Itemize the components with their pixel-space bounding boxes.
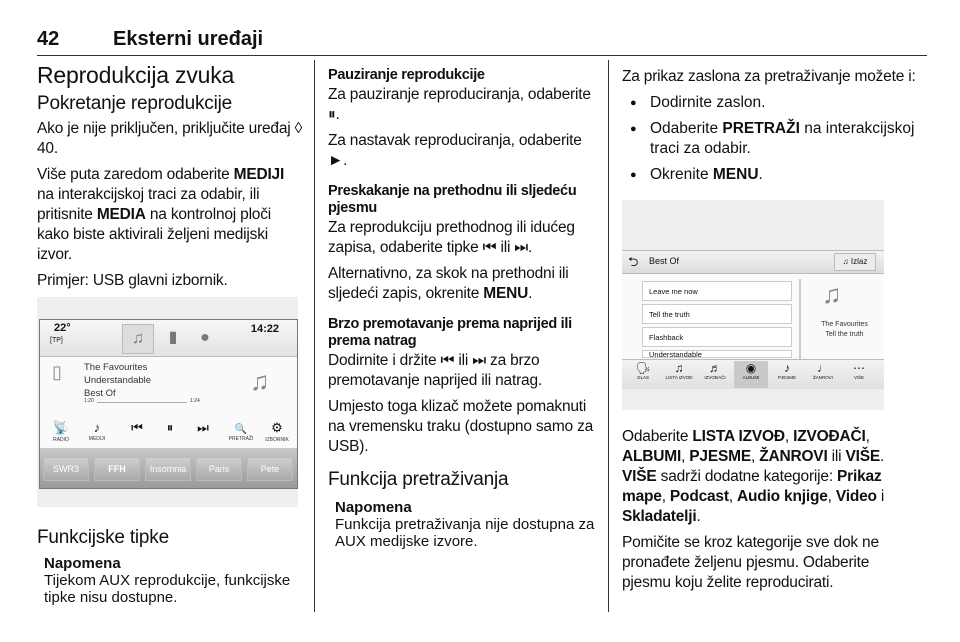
search-screen	[622, 250, 884, 388]
track-title: Understandable	[84, 375, 152, 386]
station-button[interactable]: FFH	[94, 457, 140, 481]
search-screen-screenshot	[622, 200, 884, 410]
paragraph-categories: Odaberite LISTA IZVOĐ, IZVOĐAČI, ALBUMI, PJESME, ŽANROVI ili VIŠE. VIŠE sadrži dodatne kategorije: Prikaz mape, Podcast, Audio knjige, Video i Skladatelji.	[622, 428, 885, 525]
progress-slider[interactable]	[97, 402, 187, 403]
album-cover-icon: ♫	[250, 366, 270, 396]
caption-track: Tell the truth	[825, 331, 864, 338]
column-1	[37, 62, 303, 297]
status-bar	[40, 320, 297, 357]
heading-pause: Pauziranje reprodukcije	[328, 67, 485, 83]
list-item: ● Okrenite MENU.	[622, 165, 922, 185]
menu-button[interactable]: ⚙ IZBORNIK	[265, 420, 289, 443]
usb-main-menu-screenshot	[37, 297, 298, 507]
note-search-aux: Napomena Funkcija pretraživanja nije dostupna za AUX medijske izvore.	[335, 499, 595, 550]
station-button[interactable]: Paris	[196, 457, 242, 481]
paragraph-slider: Umjesto toga klizač možete pomaknuti na vremensku traku (dostupno samo za USB).	[328, 398, 594, 455]
back-icon[interactable]: ⮌	[628, 254, 639, 269]
list-item: ● Dodirnite zaslon.	[622, 93, 922, 113]
caption-artist: The Favourites	[821, 321, 868, 328]
next-icon: ⏭	[197, 420, 209, 435]
genres-icon: ♩	[817, 361, 829, 375]
chapter-title: Eksterni uređaji	[113, 28, 264, 50]
page-header	[37, 28, 927, 52]
exit-button[interactable]: ♫ Izlaz	[834, 253, 876, 271]
section-title: Reprodukcija zvuka	[37, 62, 235, 88]
voice-button[interactable]: 🗣 GLAS	[635, 361, 651, 380]
paragraph-skip: Za reprodukciju prethodnog ili idućeg zapisa, odaberite tipke ⏮ ili ⏭.	[328, 219, 575, 256]
playlist-icon: ♫	[674, 361, 684, 375]
previous-icon: ⏮	[131, 420, 143, 435]
list-item[interactable]: Flashback	[642, 327, 792, 347]
category-bar	[622, 359, 884, 389]
tp-indicator: [TP]	[50, 337, 63, 344]
list-item[interactable]: Leave me now	[642, 281, 792, 301]
header-rule	[37, 55, 927, 56]
elapsed-time: 1:20	[84, 398, 94, 404]
artists-icon: ♬	[709, 361, 721, 375]
voice-icon: 🗣	[635, 361, 651, 375]
paragraph-seek: Dodirnite i držite ⏮ ili ⏭ za brzo premotavanje naprijed ili natrag.	[328, 352, 542, 389]
paragraph-search-intro: Za prikaz zaslona za pretraživanje možete i:	[622, 68, 916, 85]
paragraph-skip-alt: Alternativno, za skok na prethodni ili sljedeći zapis, okrenite MENU.	[328, 265, 569, 302]
subsection-start-playback: Pokretanje reprodukcije	[37, 93, 233, 114]
playlist-button[interactable]: ♫ LISTA IZVOĐ	[665, 361, 693, 380]
column-1-bottom	[37, 527, 303, 606]
heading-seek: Brzo premotavanje prema naprijed ili prema natrag	[328, 316, 572, 349]
infotainment-screen	[39, 319, 298, 489]
media-note-icon: ♪	[93, 420, 101, 435]
column-3	[622, 67, 922, 191]
search-title-bar	[622, 251, 884, 274]
music-tab-icon[interactable]: ♫	[122, 324, 154, 354]
page-number: 42	[37, 28, 60, 50]
album-cover-icon: ♫	[822, 279, 842, 309]
paragraph-resume: Za nastavak reproduciranja, odaberite ►.	[328, 132, 582, 169]
temperature: 22°	[54, 322, 71, 334]
radio-icon: 📡	[52, 420, 70, 435]
radio-button[interactable]: 📡 RADIO	[52, 420, 70, 443]
station-button[interactable]: Pete	[247, 457, 293, 481]
search-icon: 🔍	[234, 424, 248, 435]
column-3-bottom	[622, 427, 922, 599]
track-artist: The Favourites	[84, 362, 148, 373]
menu-icon: ⚙	[271, 420, 283, 435]
more-icon: ⋯	[853, 361, 865, 375]
list-item[interactable]: Understandable	[642, 350, 792, 358]
track-album: Best Of	[84, 388, 116, 399]
previous-button[interactable]	[122, 420, 152, 436]
heading-skip: Preskakanje na prethodnu ili sljedeću pjesmu	[328, 183, 577, 216]
info-tab-icon[interactable]: ●	[200, 329, 210, 346]
control-bar	[40, 420, 297, 446]
albums-button[interactable]: ◉ ALBUMI	[734, 361, 768, 388]
songs-icon: ♪	[784, 361, 790, 375]
subsection-function-keys: Funkcijske tipke	[37, 527, 169, 548]
artists-button[interactable]: ♬ IZVOĐAČI	[704, 361, 726, 380]
search-button[interactable]: 🔍 PRETRAŽI	[228, 424, 254, 442]
search-options-list	[622, 93, 922, 185]
media-button[interactable]: ♪ MEDIJI	[88, 420, 106, 442]
column-2	[328, 67, 596, 550]
album-title: Best Of	[649, 256, 680, 266]
paragraph-connect: Ako je nije priključen, priključite uređaj ◊ 40.	[37, 120, 303, 157]
pause-button[interactable]	[155, 420, 185, 436]
station-bar	[40, 448, 297, 488]
list-item[interactable]: Tell the truth	[642, 304, 792, 324]
clock: 14:22	[250, 323, 279, 335]
paragraph-example: Primjer: USB glavni izbornik.	[37, 272, 228, 289]
paragraph-pause: Za pauziranje reproduciranja, odaberite ⏸.	[328, 86, 591, 123]
next-button[interactable]	[188, 420, 218, 436]
paragraph-scroll: Pomičite se kroz kategorije sve dok ne pronađete željenu pjesmu. Odaberite pjesmu koju želite reproducirati.	[622, 534, 879, 591]
pause-icon: ⏸	[166, 420, 174, 435]
subsection-search: Funkcija pretraživanja	[328, 469, 509, 490]
total-time: 1:24	[190, 398, 200, 404]
device-tab-icon[interactable]: ▮	[168, 329, 178, 346]
albums-icon: ◉	[745, 361, 757, 375]
more-button[interactable]: ⋯ VIŠE	[853, 361, 865, 380]
genres-button[interactable]: ♩ ŽANROVI	[812, 361, 833, 380]
note-aux-keys: Napomena Tijekom AUX reprodukcije, funkcijske tipke nisu dostupne.	[44, 555, 291, 606]
usb-device-icon: ▯	[52, 362, 62, 382]
column-divider-1	[314, 60, 315, 612]
paragraph-select-source: Više puta zaredom odaberite MEDIJI na interakcijskoj traci za odabir, ili pritisnite MEDIA na kontrolnoj ploči kako biste aktivirali željeni medijski izvor.	[37, 166, 285, 263]
scrollbar[interactable]	[799, 279, 801, 359]
column-divider-2	[608, 60, 609, 612]
station-button[interactable]: Insomnia	[145, 457, 191, 481]
songs-button[interactable]: ♪ PJESME	[777, 361, 796, 380]
station-button[interactable]: SWR3	[43, 457, 89, 481]
list-item: ● Odaberite PRETRAŽI na interakcijskoj traci za odabir.	[622, 119, 922, 159]
